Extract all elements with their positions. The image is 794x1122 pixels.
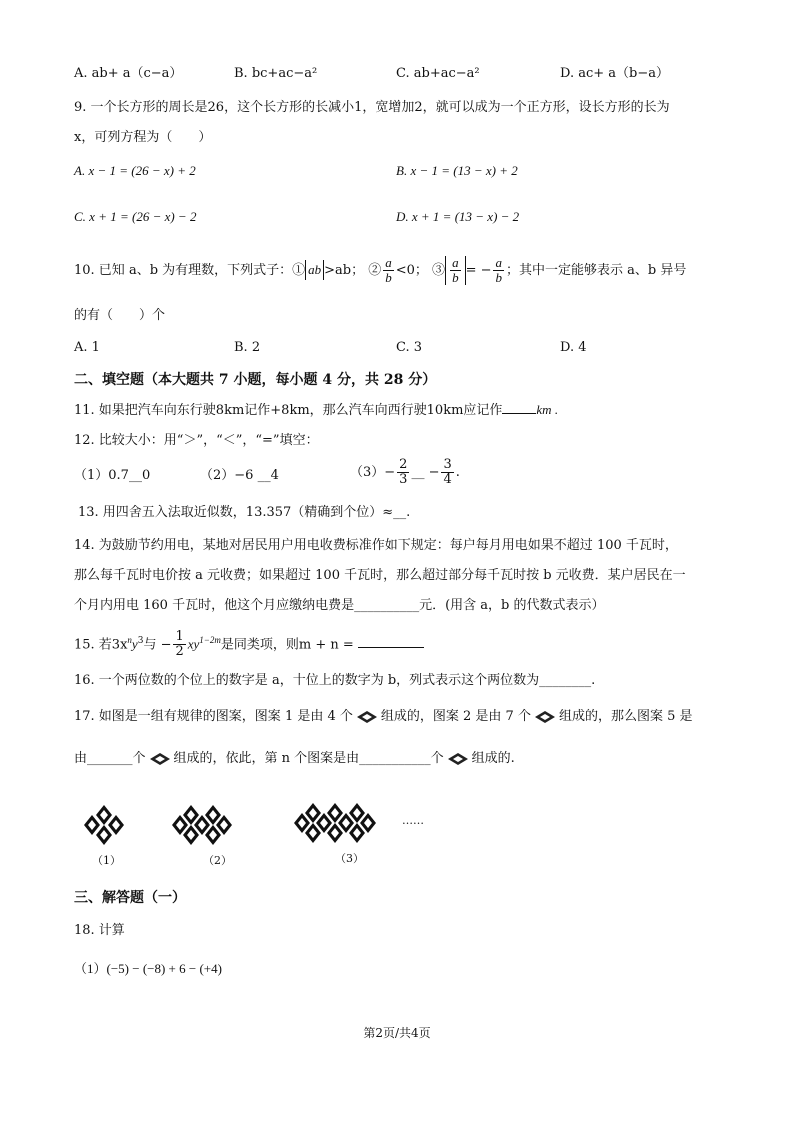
q12-fraction-1 <box>397 458 409 487</box>
q8-option-a[interactable]: A. ab+ a（c−a） <box>74 66 183 81</box>
q12-frac1-numerator: 2 <box>399 457 408 472</box>
q10-frac3-denominator: b <box>452 270 459 285</box>
q17-line2 <box>74 749 515 769</box>
q8-option-d[interactable]: D. ac+ a（b−a） <box>560 66 669 81</box>
q18-title: 18. 计算 <box>74 923 125 938</box>
q10-expr3-eq: = − <box>465 263 492 278</box>
q9-stem-line2: x，可列方程为（ ） <box>74 130 212 145</box>
q10-fraction-2 <box>383 256 394 285</box>
q10-option-b[interactable]: B. 2 <box>234 340 261 355</box>
q10-expr2-rest: <0； ③ <box>395 263 446 278</box>
pattern-3 <box>294 803 376 843</box>
figure-label-1: （1） <box>92 854 121 867</box>
q10-option-c[interactable]: C. 3 <box>396 340 423 355</box>
q18-part-1: （1）(−5) − (−8) + 6 − (+4) <box>74 961 222 976</box>
pattern-2 <box>172 805 232 845</box>
q15-suffix: 是同类项，则m + n = <box>220 637 358 653</box>
q10-expr1-rest: >ab； ② <box>324 263 382 278</box>
q15-y: y <box>131 636 138 652</box>
q12-frac1-denominator: 3 <box>399 472 408 487</box>
q10-frac2-denominator: b <box>385 270 392 285</box>
q15-fraction <box>173 630 185 659</box>
q12-part-2[interactable]: （2）−6 __4 <box>200 468 279 483</box>
q10-option-a[interactable]: A. 1 <box>74 340 100 355</box>
q10-frac3-numerator: a <box>452 255 459 270</box>
q15-exp-3: 3 <box>137 636 144 646</box>
q10-frac2-numerator: a <box>385 255 392 270</box>
q12-p3-end: . <box>455 465 460 480</box>
diamond-icon <box>534 710 556 724</box>
q8-option-c[interactable]: C. ab+ac−a² <box>396 66 480 81</box>
q9-option-b[interactable]: B. x − 1 = (13 − x) + 2 <box>396 163 518 178</box>
q10-prefix: 10. 已知 a、b 为有理数，下列式子：① <box>74 263 306 278</box>
q8-option-b[interactable]: B. bc+ac−a² <box>234 66 318 81</box>
q17-pattern-figures <box>72 795 442 850</box>
q14-line2: 那么每千瓦时电价按 a 元收费；如果超过 100 千瓦时，那么超过部分每千瓦时按 b 元收费．某户居民在一 <box>74 568 686 583</box>
q17-seg4: 由_______个 <box>74 751 146 766</box>
q11-text: 11. 如果把汽车向东行驶8km记作+8km，那么汽车向西行驶10km应记作 <box>74 403 503 418</box>
figure-label-2: （2） <box>203 854 232 867</box>
q12-frac2-numerator: 3 <box>443 457 452 472</box>
q17-seg5: 组成的，依此，第 n 个图案是由___________个 <box>173 751 444 766</box>
q12-stem: 12. 比较大小：用“＞”，“＜”，“=”填空： <box>74 433 319 448</box>
q17-seg3: 组成的，那么图案 5 是 <box>558 709 693 724</box>
q12-frac2-denominator: 4 <box>443 472 452 487</box>
q10-stem-line1 <box>74 256 686 285</box>
q15-answer-blank[interactable] <box>358 633 424 648</box>
q14-line3: 个月内用电 160 千瓦时，他这个月应缴纳电费是__________元．(用含 a，b 的代数式表示） <box>74 598 605 613</box>
q10-option-d[interactable]: D. 4 <box>560 340 587 355</box>
q12-part-1[interactable]: （1）0.7__0 <box>74 468 151 483</box>
q9-option-c[interactable]: C. x + 1 = (26 − x) − 2 <box>74 209 197 224</box>
diamond-icon <box>447 752 469 766</box>
q15-exp-n: n <box>127 635 132 645</box>
q12-p3-prefix: （3）− <box>350 465 396 480</box>
diamond-icon <box>356 710 378 724</box>
q10-abs-expression: ab <box>305 260 324 280</box>
q10-frac3r-denominator: b <box>495 270 502 285</box>
q17-seg2: 组成的，图案 2 是由 7 个 <box>380 709 531 724</box>
q14-line1: 14. 为鼓励节约用电，某地对居民用户用电收费标准作如下规定：每户每月用电如果不超过 100 千瓦时， <box>74 538 678 553</box>
q13: 13. 用四舍五入法取近似数，13.357（精确到个位）≈__. <box>78 505 411 520</box>
figure-label-3: （3） <box>335 852 364 865</box>
q9-option-d[interactable]: D. x + 1 = (13 − x) − 2 <box>396 209 520 224</box>
q11 <box>74 399 558 421</box>
q10-abs-fraction <box>445 256 466 285</box>
section-2-title: 二、填空题（本大题共 7 小题，每小题 4 分，共 28 分） <box>74 372 437 388</box>
figure-ellipsis: …… <box>402 814 424 827</box>
section-3-title: 三、解答题（一） <box>74 890 186 906</box>
q17-line1 <box>74 707 693 727</box>
q10-fraction-3 <box>450 256 461 285</box>
q15-prefix: 15. 若3x <box>74 637 128 653</box>
q9-option-a[interactable]: A. x − 1 = (26 − x) + 2 <box>74 163 196 178</box>
q16: 16. 一个两位数的个位上的数字是 a，十位上的数字为 b，列式表示这个两位数为________. <box>74 673 596 688</box>
q10-frac3r-numerator: a <box>495 255 502 270</box>
q11-answer-blank[interactable] <box>502 399 536 414</box>
q10-stem-line2: 的有（ ）个 <box>74 308 166 323</box>
q12-p3-mid: __ − <box>411 465 440 480</box>
q15-mid: 与 − <box>143 637 172 653</box>
q12-fraction-2 <box>441 458 453 487</box>
page-footer: 第2页/共4页 <box>363 1026 431 1040</box>
pattern-1 <box>84 805 124 845</box>
q15-exp-1-2m: 1−2m <box>199 635 221 645</box>
q15-frac-numerator: 1 <box>175 629 184 645</box>
q15-frac-denominator: 2 <box>175 644 184 660</box>
q15 <box>74 630 424 659</box>
q15-xy: xy <box>187 636 200 652</box>
q12-part-3[interactable] <box>350 458 460 487</box>
q10-fraction-3r <box>493 256 504 285</box>
q10-suffix: ；其中一定能够表示 a、b 异号 <box>505 263 687 278</box>
diamond-icon <box>149 752 171 766</box>
q11-unit: km . <box>536 402 559 417</box>
q17-seg1: 17. 如图是一组有规律的图案，图案 1 是由 4 个 <box>74 709 353 724</box>
q17-seg6: 组成的. <box>471 751 515 766</box>
q9-stem-line1: 9. 一个长方形的周长是26，这个长方形的长减小1，宽增加2，就可以成为一个正方形，设长方形的长为 <box>74 100 670 115</box>
